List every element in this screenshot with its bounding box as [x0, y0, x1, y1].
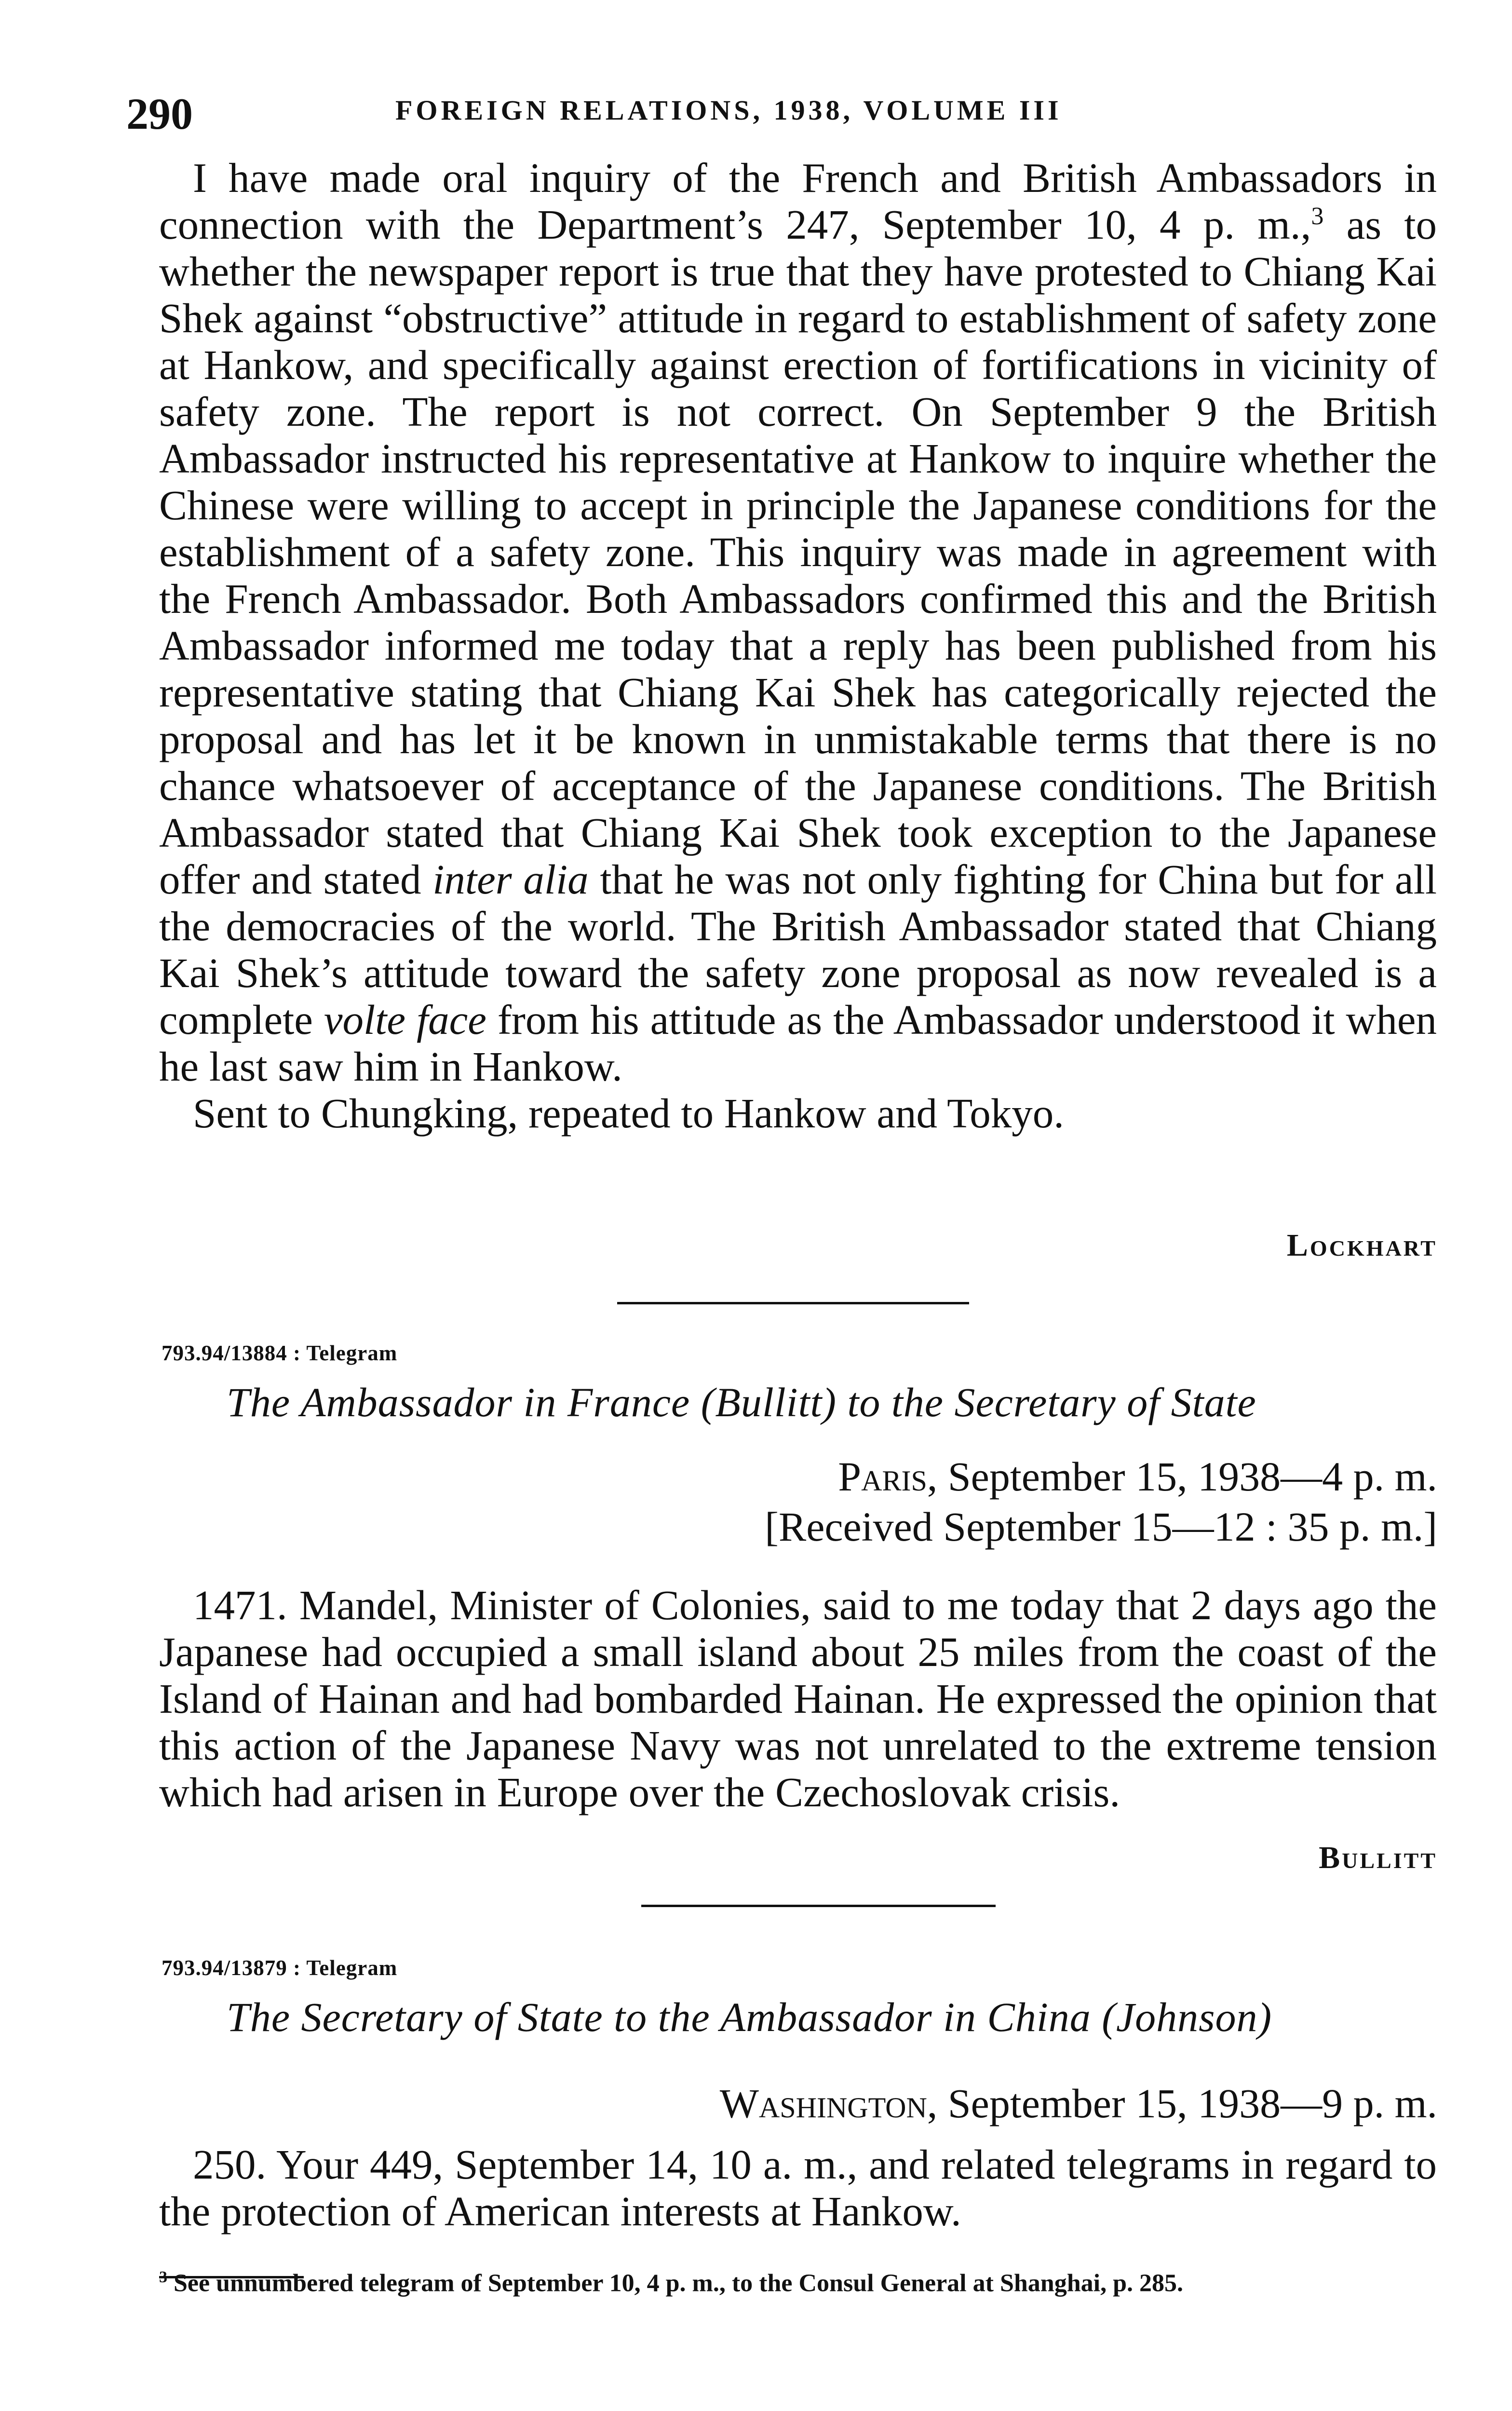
bullitt-signature: Bullitt: [1319, 1840, 1437, 1875]
third-telegram-heading: The Secretary of State to the Ambassador in China (Johnson): [227, 1994, 1272, 2040]
second-dateline: [765, 1451, 1437, 1552]
footnote: [159, 2262, 1471, 2299]
second-received-line: [Received September 15—12 : 35 p. m.]: [765, 1503, 1437, 1550]
second-telegram-text: [159, 1582, 1437, 1815]
first-telegram-text-after-volte-face: from his attitude as the Ambassador understood it when he last saw him in Hankow.: [159, 996, 1437, 1090]
footnote-reference-marker: 3: [1311, 203, 1324, 230]
section-divider: [617, 1302, 969, 1304]
second-telegram-paragraph: 1471. Mandel, Minister of Colonies, said to me today that 2 days ago the Japanese had occupied a small island about 25 miles from the coast of the Island of Hainan and had bombarded Hainan. He expressed the opinion that this action of the Japanese Navy was not unrelated to the extreme tension which had arisen in Europe over the Czechoslovak crisis.: [159, 1582, 1437, 1815]
third-date-line: [720, 2078, 1437, 2128]
third-dateline: [720, 2078, 1437, 2128]
lockhart-signature: Lockhart: [1286, 1228, 1437, 1263]
page-number: 290: [126, 89, 193, 138]
second-date-line: [765, 1451, 1437, 1502]
second-place: Paris: [838, 1453, 927, 1500]
first-telegram-text-before-footnote: I have made oral inquiry of the French and British Ambassadors in connection with the Department’s 247, September 10, 4 p. m.,: [159, 154, 1437, 248]
running-head: FOREIGN RELATIONS, 1938, VOLUME III: [395, 95, 1062, 126]
third-date-time: , September 15, 1938—9 p. m.: [927, 2080, 1437, 2127]
second-telegram-heading: The Ambassador in France (Bullitt) to the Secretary of State: [227, 1379, 1256, 1425]
third-telegram-text: [159, 2141, 1437, 2235]
inter-alia-phrase: inter alia: [432, 856, 589, 903]
footnote-text: See unnumbered telegram of September 10, 4 p. m., to the Consul General at Shanghai, p. 285.: [174, 2269, 1183, 2297]
first-telegram-paragraph: [159, 154, 1437, 1090]
first-telegram-text-before-inter-alia: as to whether the newspaper report is true that they have protested to Chiang Kai Shek against “obstructive” attitude in regard to establishment of safety zone at Hankow, and specifically against erection of fortifications in vicinity of safety zone. The report is not correct. On September 9 the British Ambassador instructed his representative at Hankow to inquire whether the Chinese were willing to accept in principle the Japanese conditions for the establishment of a safety zone. This inquiry was made in agreement with the French Ambassador. Both Ambassadors confirmed this and the British Ambassador informed me today that a reply has been published from his representative stating that Chiang Kai Shek has categorically rejected the proposal and has let it be known in unmistakable terms that there is no chance whatsoever of acceptance of the Japanese conditions. The British Ambassador stated that Chiang Kai Shek took exception to the Japanese offer and stated: [159, 201, 1437, 903]
first-telegram-text: [159, 154, 1437, 1137]
third-telegram-paragraph: 250. Your 449, September 14, 10 a. m., and related telegrams in regard to the protection of American interests at Hankow.: [159, 2141, 1437, 2235]
volte-face-phrase: volte face: [324, 996, 486, 1043]
third-place: Washington: [719, 2080, 927, 2127]
first-telegram-repeat-line: Sent to Chungking, repeated to Hankow and Tokyo.: [193, 1090, 1064, 1137]
section-divider: [641, 1905, 996, 1907]
second-date-time: , September 15, 1938—4 p. m.: [927, 1453, 1437, 1500]
third-file-number: 793.94/13879 : Telegram: [162, 1956, 398, 1980]
first-telegram-text-before-volte-face: that he was not only fighting for China but for all the democracies of the world. The British Ambassador stated that Chiang Kai Shek’s attitude toward the safety zone proposal as now revealed is a complete: [159, 856, 1437, 1043]
second-file-number: 793.94/13884 : Telegram: [162, 1341, 398, 1365]
footnote-marker: 3: [159, 2268, 167, 2286]
